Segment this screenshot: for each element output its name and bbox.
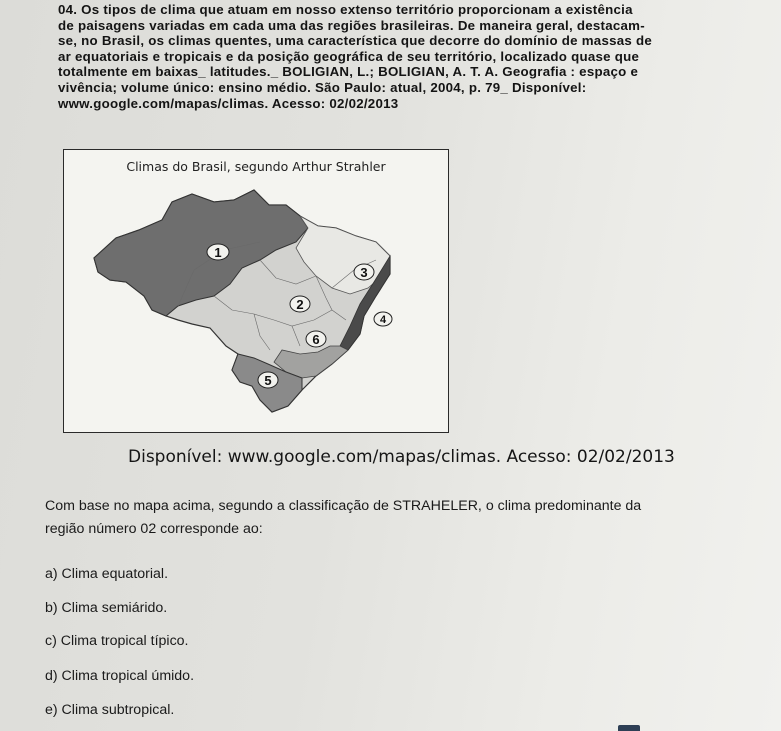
region-badge-3 <box>354 264 374 280</box>
map-title: Climas do Brasil, segundo Arthur Strahler <box>126 159 386 174</box>
statement-line: www.google.com/mapas/climas. Acesso: 02/02/2013 <box>58 95 399 111</box>
region-badge-1 <box>207 244 229 260</box>
region-label-2: 2 <box>296 297 304 312</box>
region-badge-2 <box>290 296 310 312</box>
option-e[interactable]: e) Clima subtropical. <box>45 702 175 718</box>
prompt-line: Com base no mapa acima, segundo a classificação de STRAHELER, o clima predominante da <box>45 498 642 514</box>
region-label-3: 3 <box>360 265 368 280</box>
statement-line: de paisagens variadas em cada uma das regiões brasileiras. De maneira geral, destacam- <box>58 17 645 33</box>
region-label-4: 4 <box>379 314 387 326</box>
statement-line: 04. Os tipos de clima que atuam em nosso extenso território proporcionam a existência <box>58 2 633 17</box>
statement-line: se, no Brasil, os climas quentes, uma característica que decorre do domínio de massas de <box>58 33 652 49</box>
prompt-line: região número 02 corresponde ao: <box>45 521 263 537</box>
brazil-climate-map <box>64 150 448 432</box>
region-badge-5 <box>258 372 278 388</box>
question-04-statement <box>58 2 748 111</box>
statement-line: ar equatoriais e tropicais e da posição geográfica de seu território, localizado quase que <box>58 48 640 64</box>
option-b[interactable]: b) Clima semiárido. <box>45 600 168 616</box>
question-prompt <box>45 495 765 541</box>
region-label-6: 6 <box>312 332 320 347</box>
page-edge-mark <box>618 725 640 731</box>
option-a[interactable]: a) Clima equatorial. <box>45 566 169 582</box>
region-label-5: 5 <box>264 373 272 388</box>
option-c[interactable]: c) Clima tropical típico. <box>45 633 189 649</box>
region-badge-4 <box>374 312 392 326</box>
statement-line: totalmente em baixas_ latitudes._ BOLIGIAN, L.; BOLIGIAN, A. T. A. Geografia : espaço e <box>58 64 639 80</box>
source-caption: Disponível: www.google.com/mapas/climas. Acesso: 02/02/2013 <box>128 447 675 467</box>
region-label-1: 1 <box>214 245 222 260</box>
climate-map-figure <box>63 149 449 433</box>
region-badge-6 <box>306 331 326 347</box>
statement-line: vivência; volume único: ensino médio. São Paulo: atual, 2004, p. 79_ Disponível: <box>58 79 587 95</box>
option-d[interactable]: d) Clima tropical úmido. <box>45 668 195 684</box>
